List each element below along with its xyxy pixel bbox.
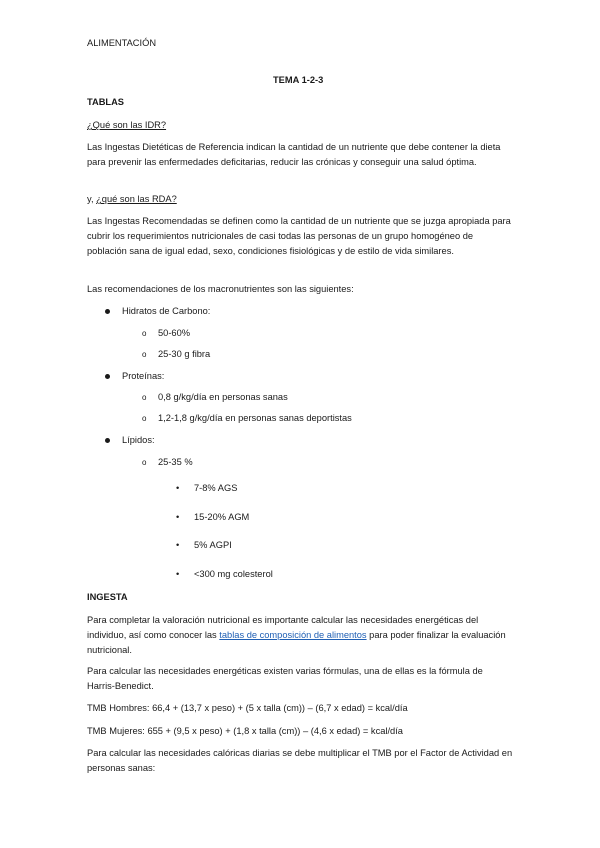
document-title: TEMA 1-2-3 [273, 75, 324, 85]
small-bullet-icon: • [176, 569, 180, 579]
bullet-dot-icon [105, 374, 110, 379]
circle-bullet-icon: o [142, 393, 147, 402]
small-bullet-icon: • [176, 483, 180, 493]
paragraph-rda: Las Ingestas Recomendadas se definen como la cantidad de un nutriente que se juzga apropiada para cubrir los requerimientos nutricionales de casi todas las personas de un grupo homogéneo de población sana de igual edad, sexo, condiciones fisiológicas y de estilo de vida similares. [87, 216, 511, 256]
bullet-dot-icon [105, 438, 110, 443]
section-heading-tablas: TABLAS [87, 97, 125, 107]
question-rda: ¿qué son las RDA? [96, 194, 177, 204]
paragraph-ingesta-1: Para completar la valoración nutricional es importante calcular las necesidades energéticas del individuo, así como conocer las tablas de composición de alimentos para poder finalizar la evaluación nutricional. [87, 615, 506, 655]
circle-bullet-icon: o [142, 414, 147, 423]
circle-bullet-icon: o [142, 458, 147, 467]
running-header: ALIMENTACIÓN [87, 38, 157, 48]
circle-bullet-icon: o [142, 350, 147, 359]
question-idr: ¿Qué son las IDR? [87, 120, 167, 130]
question-rda-prefix: y, [87, 194, 97, 204]
macro-label-hidratos: Hidratos de Carbono: [122, 306, 211, 316]
formula-tmb-hombres: TMB Hombres: 66,4 + (13,7 x peso) + (5 x talla (cm)) – (6,7 x edad) = kcal/día [87, 703, 408, 713]
macro-label-lipidos: Lípidos: [122, 435, 155, 445]
paragraph-macros-intro: Las recomendaciones de los macronutrientes son las siguientes: [87, 284, 354, 294]
question-rda-line [87, 192, 177, 207]
document-page: ALIMENTACIÓN TEMA 1-2-3 TABLAS ¿Qué son las IDR? Las Ingestas Dietéticas de Referencia indican la cantidad de un nutriente que debe contener la dieta para prevenir las enfermedades deficitarias, reducir las crónicas y conseguir una salud óptima. y, ¿qué son las RDA? Las Ingestas Recomendadas se definen como la cantidad de un nutriente que se juzga apropiada para cubrir los requerimientos nutricionales de casi todas las personas de un grupo homogéneo de población sana de igual edad, sexo, condiciones fisiológicas y de estilo de vida similares. Las recomendaciones de los macronutrientes son las siguientes: Hidratos de Carbono: o 50-60% o 25-30 g fibra Proteínas: o 0,8 g/kg/día en personas sanas o 1,2-1,8 g/kg/día en personas sanas deportistas Lípidos: o 25-35 % • 7-8% AGS • 15-20% AGM • 5% AGPI • <300 mg colesterol INGESTA Para completar la valoración nutricional es importante calcular las necesidades energéticas del individuo, así como conocer las tablas de composición de alimentos para poder finalizar la evaluación nutricional. Para calcular las necesidades energéticas existen varias fórmulas, una de ellas es la fórmula de Harris-Benedict. TMB Hombres: 66,4 + (13,7 x peso) + (5 x talla (cm)) – (6,7 x edad) = kcal/día TMB Mujeres: 655 + (9,5 x peso) + (1,8 x talla (cm)) – (4,6 x edad) = kcal/día Para calcular las necesidades calóricas diarias se debe multiplicar el TMB por el Factor de Actividad en personas sanas: [0, 0, 600, 848]
bullet-dot-icon [105, 309, 110, 314]
small-bullet-icon: • [176, 512, 180, 522]
tablas-composicion-link[interactable]: tablas de composición de alimentos [219, 630, 367, 640]
paragraph-ingesta-2: Para calcular las necesidades energéticas existen varias fórmulas, una de ellas es la fórmula de Harris-Benedict. [87, 666, 483, 691]
small-bullet-icon: • [176, 540, 180, 550]
circle-bullet-icon: o [142, 329, 147, 338]
macro-label-proteinas: Proteínas: [122, 371, 165, 381]
formula-tmb-mujeres: TMB Mujeres: 655 + (9,5 x peso) + (1,8 x talla (cm)) – (4,6 x edad) = kcal/día [87, 726, 403, 736]
paragraph-ingesta-3: Para calcular las necesidades calóricas diarias se debe multiplicar el TMB por el Factor de Actividad en personas sanas: [87, 748, 513, 773]
section-heading-ingesta: INGESTA [87, 592, 128, 602]
paragraph-idr: Las Ingestas Dietéticas de Referencia indican la cantidad de un nutriente que debe contener la dieta para prevenir las enfermedades deficitarias, reducir las crónicas y conseguir una salud óptima. [87, 142, 501, 167]
